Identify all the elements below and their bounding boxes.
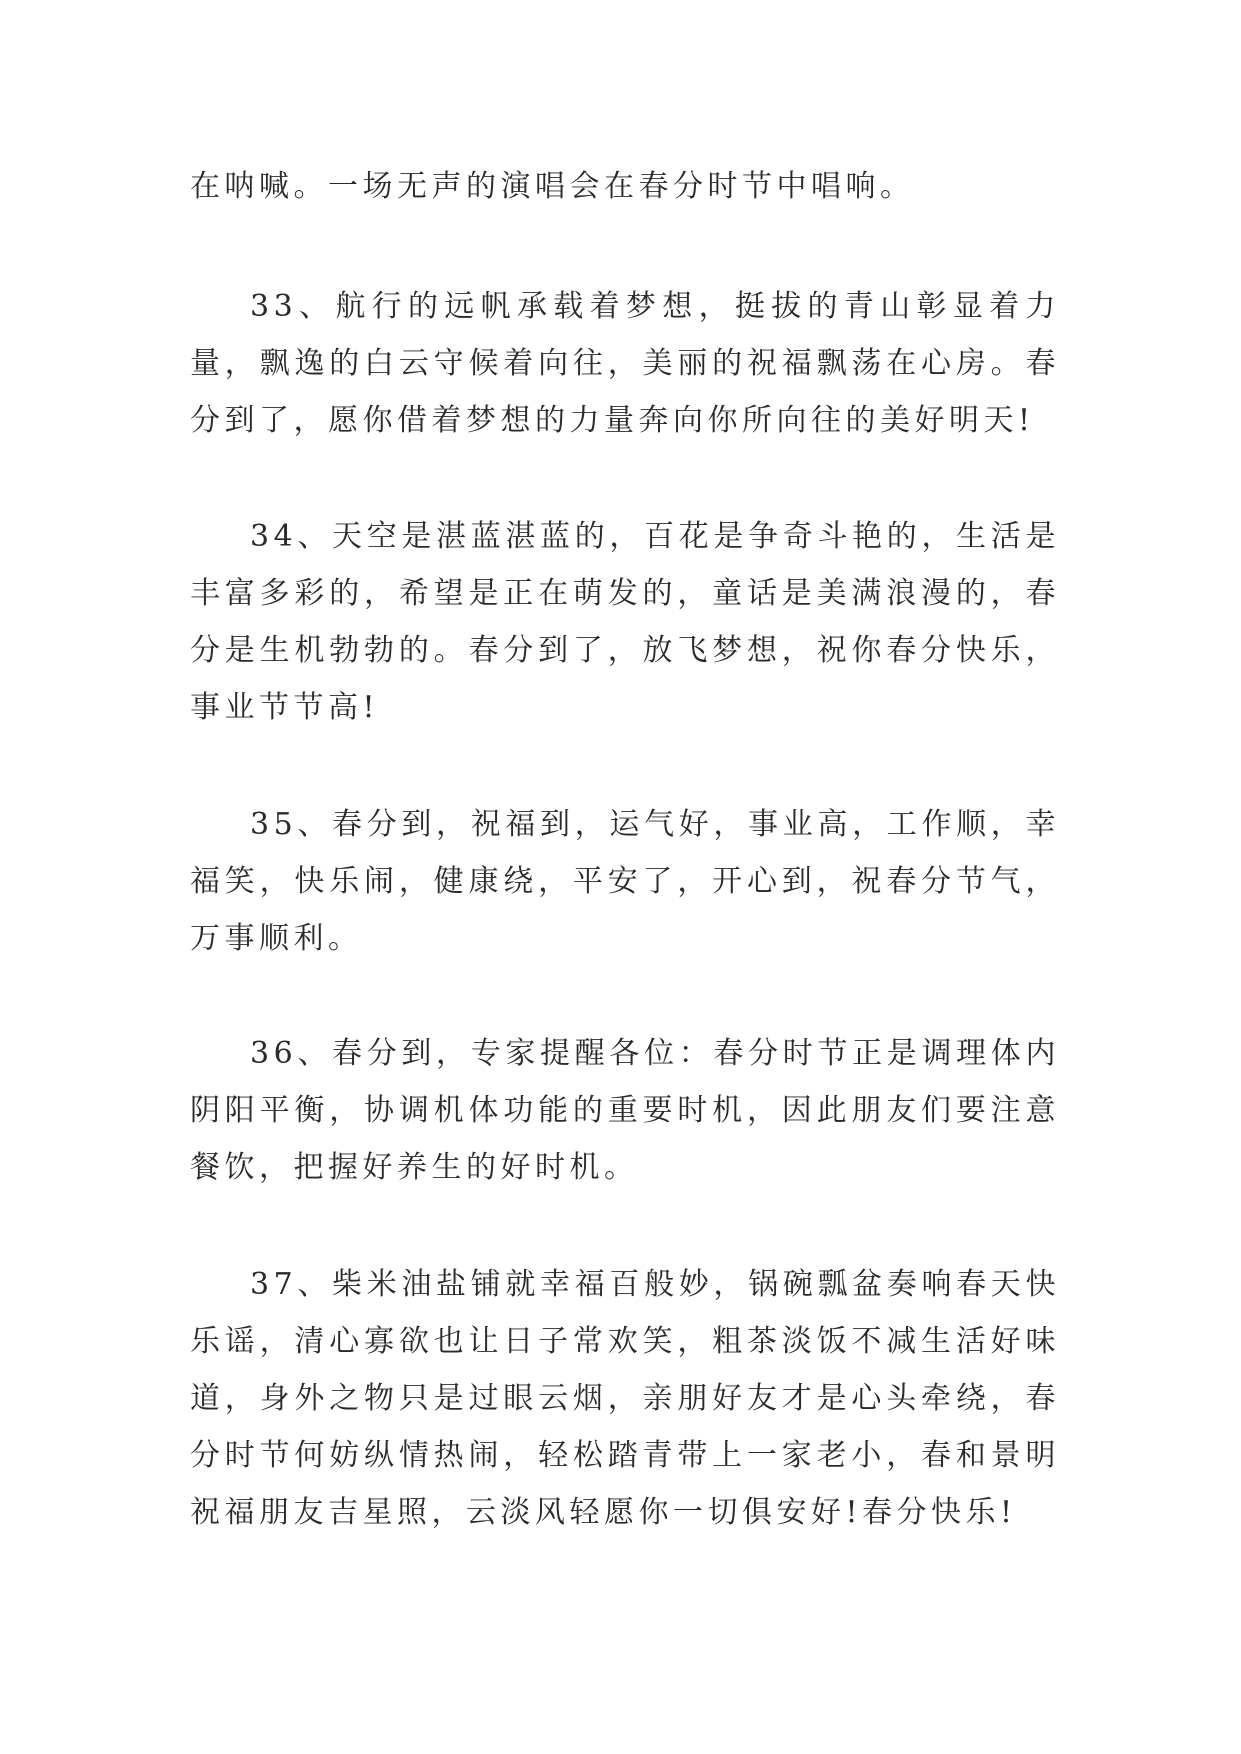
paragraph-36: 36、春分到，专家提醒各位：春分时节正是调理体内阴阳平衡，协调机体功能的重要时机，因此朋友们要注意餐饮，把握好养生的好时机。 bbox=[190, 1036, 1060, 1185]
paragraph-34: 34、天空是湛蓝湛蓝的，百花是争奇斗艳的，生活是丰富多彩的，希望是正在萌发的，童话是美满浪漫的，春分是生机勃勃的。春分到了，放飞梦想，祝你春分快乐，事业节节高! bbox=[190, 519, 1060, 725]
paragraph-continuation: 在呐喊。一场无声的演唱会在春分时节中唱响。 bbox=[190, 169, 915, 204]
paragraph-37: 37、柴米油盐铺就幸福百般妙，锅碗瓢盆奏响春天快乐谣，清心寡欲也让日子常欢笑，粗茶淡饭不减生活好味道，身外之物只是过眼云烟，亲朋好友才是心头牵绕，春分时节何妨纵情热闹，轻松踏青带上一家老小，春和景明祝福朋友吉星照，云淡风轻愿你一切俱安好!春分快乐! bbox=[190, 1267, 1060, 1530]
paragraph-35: 35、春分到，祝福到，运气好，事业高，工作顺，幸福笑，快乐闹，健康绕，平安了，开心到，祝春分节气，万事顺利。 bbox=[190, 807, 1060, 956]
paragraph-33: 33、航行的远帆承载着梦想，挺拔的青山彰显着力量，飘逸的白云守候着向往，美丽的祝福飘荡在心房。春分到了，愿你借着梦想的力量奔向你所向往的美好明天! bbox=[190, 289, 1060, 438]
